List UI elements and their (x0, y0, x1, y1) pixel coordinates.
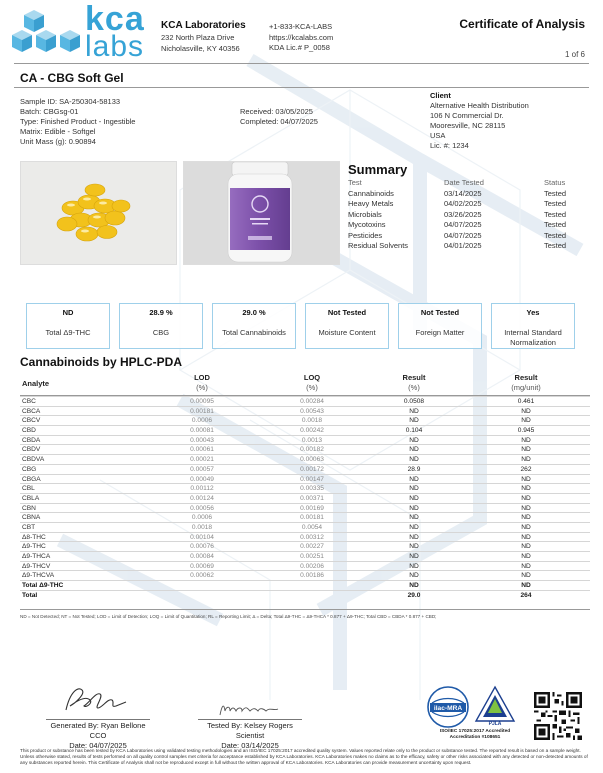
logo-labs-text: labs (85, 30, 145, 63)
result-percent: ND (409, 485, 419, 493)
lod-value: 0.00181 (190, 407, 214, 415)
summary-table (348, 178, 580, 252)
analyte-name: CBLA (22, 494, 40, 502)
lab-address-line-2: Nicholasville, KY 40356 (161, 43, 240, 53)
tested-by-role: Scientist (235, 731, 265, 740)
result-percent: 28.9 (407, 465, 421, 473)
client-country: USA (430, 131, 446, 140)
result-mg: ND (521, 543, 531, 551)
stat-value: Yes (526, 308, 540, 317)
stat-box-foreign-matter (398, 303, 482, 349)
table-footnote: ND = Not Detected; NT = Not Tested; LOD = Limit of Detection; LOQ = Limit of Quantitation; RL = Reporting Limit; Δ = Delta; Total Δ9-THC = Δ9-THCA * 0.877 + Δ9-THC; Total CBD = CBDA * 0.877 + CBD; (20, 614, 437, 619)
summary-header-test: Test (348, 178, 362, 187)
table-row (20, 532, 590, 542)
signature-line-generated (46, 719, 150, 720)
result-percent: ND (409, 417, 419, 425)
result-mg: ND (521, 485, 531, 493)
disclaimer: This product or substance has been tested by KCA Laboratories using validated testing methodologies and an ISO/IEC 17025:2017 accredited quality system. Values reported relate only to the product or substance tested. The reported result is based on a sample weight. Unless otherwise stated, results of tests performed on all quality control samples met criteria for acceptance established by KCA Laboratories. KCA Laboratories makes no claims as to the efficacy, safety or other risks associated with any detected or non-detected amounts of any substances reported herein. This Certificate of Analysis shall not be reproduced except in full without the written approval of KCA Laboratories. KCA Laboratories can provide measurement uncertainty upon request. (20, 748, 588, 765)
summary-row (348, 231, 580, 242)
total-d9-thc-row (20, 580, 590, 590)
loq-value: 0.00172 (300, 465, 324, 473)
result-mg: 264 (520, 591, 532, 599)
result-percent: ND (409, 582, 419, 590)
analyte-name: Total (22, 591, 38, 599)
stat-value: 28.9 % (149, 308, 173, 317)
signature-kelsey-rogers (216, 697, 282, 721)
summary-date: 03/14/2025 (444, 188, 482, 198)
lab-website[interactable]: https://kcalabs.com (269, 32, 334, 42)
cannabinoids-table-header (20, 373, 590, 395)
matrix: Matrix: Edible - Softgel (20, 127, 96, 136)
generated-by-role: CCO (89, 731, 107, 740)
result-percent: 0.104 (405, 427, 423, 435)
analyte-name: CBCV (22, 417, 41, 425)
result-mg: ND (521, 533, 531, 541)
summary-test: Heavy Metals (348, 199, 394, 208)
lab-license: KDA Lic.# P_0058 (269, 43, 330, 52)
document-title: Certificate of Analysis (459, 17, 585, 31)
tested-by-name: Tested By: Kelsey Rogers (207, 721, 293, 730)
lod-value: 0.00043 (190, 436, 214, 444)
analyte-name: CBDA (22, 436, 41, 444)
summary-date: 04/02/2025 (444, 199, 482, 208)
stat-value: ND (62, 308, 74, 317)
analyte-name: CBDV (22, 446, 41, 454)
result-percent: ND (409, 543, 419, 551)
loq-value: 0.00543 (300, 407, 324, 415)
header-lod-unit: (%) (196, 383, 208, 392)
pjla-logo-icon (474, 685, 516, 725)
result-mg: ND (521, 446, 531, 454)
lod-value: 0.00084 (190, 553, 214, 560)
summary-header-row (348, 178, 580, 189)
summary-header-status: Status (544, 178, 566, 187)
loq-value: 0.0013 (301, 436, 323, 444)
lab-address-line-1: 232 North Plaza Drive (161, 33, 235, 42)
client-info (430, 101, 529, 151)
loq-value: 0.00251 (300, 553, 324, 560)
client-heading: Client (430, 91, 451, 100)
stat-label: Foreign Matter (415, 328, 465, 337)
lod-value: 0.00062 (190, 572, 214, 580)
stat-box-total-cannabinoids (212, 303, 296, 349)
table-bottom-divider (20, 609, 590, 610)
table-row (20, 435, 590, 445)
result-mg: ND (521, 436, 531, 444)
lod-value: 0.00112 (190, 485, 214, 493)
stat-label: CBG (152, 328, 170, 337)
table-row (20, 425, 590, 435)
loq-value: 0.00147 (300, 475, 324, 483)
batch: Batch: CBGsg-01 (20, 107, 79, 116)
page-number: 1 of 6 (564, 50, 585, 59)
result-mg: ND (521, 562, 531, 570)
summary-row (348, 189, 580, 200)
lab-contact (269, 22, 333, 54)
lod-value: 0.00095 (190, 398, 214, 405)
stat-label: Moisture Content (318, 328, 376, 337)
qr-code-icon[interactable] (534, 692, 582, 740)
result-mg: ND (521, 475, 531, 483)
result-percent: ND (409, 523, 419, 531)
result-percent: ND (409, 553, 419, 560)
result-percent: ND (409, 436, 419, 444)
result-mg: 262 (520, 465, 532, 473)
loq-value: 0.00182 (300, 446, 324, 454)
lod-value: 0.00081 (190, 427, 214, 435)
result-percent: ND (409, 475, 419, 483)
analyte-name: CBN (22, 504, 36, 512)
cannabinoids-title: Cannabinoids by HPLC-PDA (20, 355, 183, 369)
loq-value: 0.0018 (301, 417, 323, 425)
lab-name: KCA Laboratories (161, 20, 246, 31)
analyte-name: CBGA (22, 475, 41, 483)
result-mg: ND (521, 456, 531, 464)
lod-value: 0.0018 (191, 523, 213, 531)
analyte-name: CBCA (22, 407, 41, 415)
lod-value: 0.00104 (190, 533, 214, 541)
lod-value: 0.00056 (190, 504, 214, 512)
summary-row (348, 241, 580, 252)
analyte-name: CBD (22, 427, 36, 435)
summary-status: Tested (544, 209, 567, 219)
result-mg: ND (521, 572, 531, 580)
table-row (20, 454, 590, 464)
table-row (20, 464, 590, 474)
summary-test: Pesticides (348, 230, 383, 240)
analyte-name: CBDVA (22, 456, 45, 464)
summary-status: Tested (544, 199, 567, 208)
analyte-name: Δ8-THC (22, 533, 46, 541)
analyte-name: Total Δ9-THC (22, 582, 64, 590)
analyte-name: CBC (22, 398, 36, 405)
lod-value: 0.00057 (190, 465, 214, 473)
stat-label: Total Δ9-THC (45, 328, 91, 337)
table-row (20, 406, 590, 416)
table-row (20, 541, 590, 551)
stat-box-normalization (491, 303, 575, 349)
stat-label: Total Cannabinoids (222, 328, 286, 337)
lod-value: 0.00069 (190, 562, 214, 570)
summary-date: 04/07/2025 (444, 220, 482, 229)
summary-status: Tested (544, 188, 567, 198)
loq-value: 0.00242 (300, 427, 324, 435)
signature-line-tested (198, 719, 302, 720)
result-mg: 0.461 (517, 398, 535, 405)
title-divider (14, 87, 589, 88)
lod-value: 0.0006 (191, 417, 213, 425)
header-result-mg-unit: (mg/unit) (511, 383, 541, 392)
table-row (20, 561, 590, 571)
summary-row (348, 220, 580, 231)
loq-value: 0.00181 (300, 514, 324, 522)
analyte-name: CBNA (22, 514, 41, 522)
summary-date: 03/26/2025 (444, 209, 482, 219)
loq-value: 0.00312 (300, 533, 324, 541)
logo-kca-text: kca (85, 0, 145, 38)
loq-value: 0.00186 (300, 572, 324, 580)
lab-address (161, 33, 240, 54)
analyte-name: Δ9-THCVA (22, 572, 55, 580)
summary-test: Cannabinoids (348, 188, 394, 198)
analyte-name: CBT (22, 523, 36, 531)
table-row (20, 551, 590, 561)
stat-box-cbg (119, 303, 203, 349)
analyte-name: CBG (22, 465, 37, 473)
summary-status: Tested (544, 220, 567, 229)
header-analyte: Analyte (22, 379, 50, 388)
analyte-name: Δ9-THCA (22, 553, 51, 560)
table-row (20, 522, 590, 532)
summary-row (348, 210, 580, 221)
result-percent: ND (409, 504, 419, 512)
bottle-image (184, 162, 340, 265)
table-row (20, 570, 590, 580)
product-title: CA - CBG Soft Gel (20, 71, 124, 85)
result-mg: ND (521, 417, 531, 425)
header-loq: LOQ (303, 373, 321, 382)
kca-logo-cubes-icon (12, 8, 82, 60)
dates (240, 107, 318, 127)
table-row (20, 415, 590, 425)
table-row (20, 493, 590, 503)
result-mg: ND (521, 582, 531, 590)
header-loq-unit: (%) (306, 383, 318, 392)
header-divider (14, 63, 589, 64)
result-mg: ND (521, 407, 531, 415)
client-city: Mooresville, NC 28115 (430, 121, 506, 130)
stat-box-moisture (305, 303, 389, 349)
accreditation-line-1: ISO/IEC 17025:2017 Accredited (439, 729, 511, 734)
analyte-name: CBL (22, 485, 35, 493)
ilac-mra-logo-icon (427, 686, 469, 728)
header-result-unit: (%) (408, 383, 420, 392)
summary-row (348, 199, 580, 210)
lab-phone: +1-833-KCA-LABS (269, 22, 333, 31)
generated-by-date: Date: 04/07/2025 (69, 741, 127, 750)
stat-label: Internal Standard Normalization (504, 328, 562, 347)
result-percent: ND (409, 514, 419, 522)
accreditation-text (420, 729, 530, 741)
softgel-photo (20, 161, 177, 265)
result-percent: ND (409, 533, 419, 541)
result-percent: 29.0 (407, 591, 421, 599)
table-row (20, 483, 590, 493)
summary-status: Tested (544, 241, 567, 250)
table-row (20, 503, 590, 513)
result-mg: ND (521, 553, 531, 560)
result-percent: ND (409, 407, 419, 415)
loq-value: 0.00063 (300, 456, 324, 464)
bottle-photo (183, 161, 340, 265)
loq-value: 0.00371 (300, 494, 324, 502)
analyte-name: Δ9-THCV (22, 562, 51, 570)
header-result: Result (402, 373, 426, 382)
generated-by-block (28, 721, 168, 751)
loq-value: 0.00206 (300, 562, 324, 570)
header-result-mg: Result (514, 373, 538, 382)
header-lod: LOD (194, 373, 210, 382)
tested-by-date: Date: 03/14/2025 (221, 741, 279, 750)
table-row (20, 444, 590, 454)
lod-value: 0.0006 (191, 514, 213, 522)
loq-value: 0.00335 (300, 485, 324, 493)
accreditation-line-2: Accreditation #108651 (449, 735, 501, 740)
loq-value: 0.00169 (300, 504, 324, 512)
summary-date: 04/01/2025 (444, 241, 482, 250)
summary-title: Summary (348, 162, 408, 177)
result-percent: ND (409, 456, 419, 464)
stat-value: Not Tested (327, 308, 367, 317)
cannabinoids-table-body (20, 396, 590, 599)
table-row (20, 474, 590, 484)
stat-value: Not Tested (420, 308, 460, 317)
table-row (20, 396, 590, 406)
summary-test: Mycotoxins (348, 220, 386, 229)
completed-date: Completed: 04/07/2025 (240, 117, 318, 126)
summary-test: Residual Solvents (348, 241, 409, 250)
ilac-mra-text: ilac-MRA (433, 705, 463, 712)
lod-value: 0.00124 (190, 494, 214, 502)
total-row (20, 590, 590, 600)
sample-id: Sample ID: SA-250304-58133 (20, 97, 121, 106)
result-percent: ND (409, 562, 419, 570)
stat-box-total-d9-thc (26, 303, 110, 349)
unit-mass: Unit Mass (g): 0.90894 (20, 137, 96, 146)
signature-ryan-bellone (60, 682, 130, 716)
summary-status: Tested (544, 230, 567, 240)
product-type: Type: Finished Product - Ingestible (20, 117, 136, 126)
lod-value: 0.00049 (190, 475, 214, 483)
sample-info (20, 97, 135, 147)
lod-value: 0.00076 (190, 543, 214, 551)
result-mg: ND (521, 514, 531, 522)
result-mg: 0.945 (517, 427, 535, 435)
client-license: Lic. #: 1234 (430, 141, 469, 150)
table-row (20, 512, 590, 522)
loq-value: 0.00284 (300, 398, 324, 405)
summary-test: Microbials (348, 209, 382, 219)
loq-value: 0.00227 (300, 543, 324, 551)
softgel-image (21, 162, 177, 265)
analyte-name: Δ9-THC (22, 543, 46, 551)
pjla-text: PJLA (488, 721, 502, 725)
client-name: Alternative Health Distribution (430, 101, 529, 110)
lod-value: 0.00061 (190, 446, 214, 454)
result-percent: 0.0508 (403, 398, 425, 405)
summary-date: 04/07/2025 (444, 230, 482, 240)
summary-header-date: Date Tested (444, 178, 484, 187)
result-percent: ND (409, 446, 419, 454)
tested-by-block (180, 721, 320, 751)
stat-value: 29.0 % (242, 308, 266, 317)
result-percent: ND (409, 494, 419, 502)
loq-value: 0.0054 (301, 523, 323, 531)
result-mg: ND (521, 494, 531, 502)
generated-by-name: Generated By: Ryan Bellone (50, 721, 146, 730)
lod-value: 0.00021 (190, 456, 214, 464)
client-street: 106 N Commercial Dr. (430, 111, 504, 120)
received-date: Received: 03/05/2025 (240, 107, 313, 116)
result-mg: ND (521, 523, 531, 531)
result-percent: ND (409, 572, 419, 580)
result-mg: ND (521, 504, 531, 512)
